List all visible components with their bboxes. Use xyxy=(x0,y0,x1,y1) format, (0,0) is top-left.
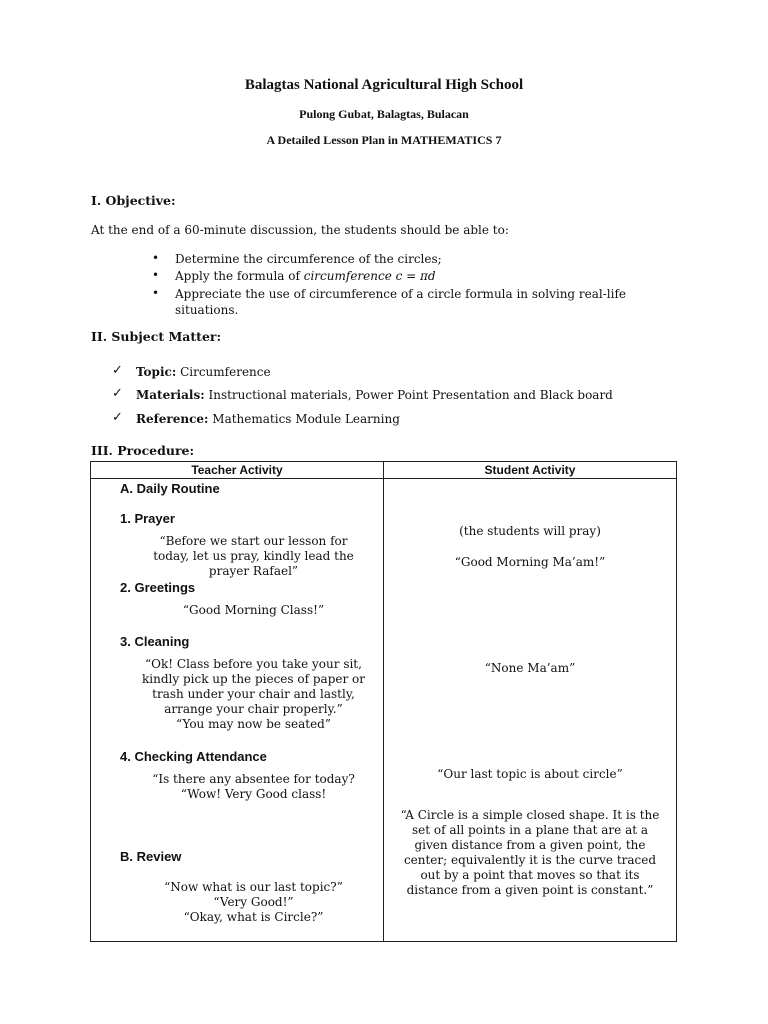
bullet-dot: • xyxy=(152,251,160,265)
text-line: prayer Rafael” xyxy=(208,564,299,578)
subject-item-reference xyxy=(136,411,400,427)
procedure-heading: III. Procedure: xyxy=(91,443,195,458)
objective-item: Appreciate the use of circumference of a circle formula in solving real-life xyxy=(175,287,627,301)
text-line: “Before we start our lesson for xyxy=(159,534,348,548)
header-divider xyxy=(91,478,676,479)
student-none-text: “None Ma’am” xyxy=(484,661,576,675)
objective-intro: At the end of a 60-minute discussion, the students should be able to: xyxy=(91,223,509,237)
step-prayer: 1. Prayer xyxy=(120,511,175,526)
step-daily-routine: A. Daily Routine xyxy=(120,481,220,496)
subject-item-label: Topic: xyxy=(136,365,177,379)
teacher-review-text xyxy=(121,880,386,925)
text-line: out by a point that moves so that its xyxy=(420,868,640,882)
text-line: “Good Morning Class!” xyxy=(182,603,325,617)
text-line: “Is there any absentee for today? xyxy=(152,772,355,786)
text-line: center; equivalently it is the curve traced xyxy=(403,853,657,867)
objective-item-text: Apply the formula of xyxy=(175,269,300,283)
teacher-cleaning-text xyxy=(121,657,386,732)
text-line: trash under your chair and lastly, xyxy=(152,687,355,701)
text-line: given distance from a given point, the xyxy=(414,838,646,852)
text-line: “Wow! Very Good class! xyxy=(180,787,327,801)
step-cleaning: 3. Cleaning xyxy=(120,634,190,649)
step-greetings: 2. Greetings xyxy=(120,580,196,595)
text-line: “You may now be seated” xyxy=(175,717,332,731)
school-name: Balagtas National Agricultural High School xyxy=(244,77,524,93)
teacher-prayer-text xyxy=(121,534,386,579)
student-good-morning-text: “Good Morning Ma’am!” xyxy=(454,555,606,569)
procedure-table xyxy=(90,461,677,942)
subject-item-label: Materials: xyxy=(136,388,205,402)
subject-item-value: Circumference xyxy=(180,365,271,379)
plan-title: A Detailed Lesson Plan in MATHEMATICS 7 xyxy=(266,133,502,147)
student-pray-text: (the students will pray) xyxy=(459,524,601,538)
bullet-dot: • xyxy=(152,268,160,282)
subject-item-materials xyxy=(136,387,613,403)
teacher-attendance-text xyxy=(121,772,386,802)
text-line: “Very Good!” xyxy=(213,895,294,909)
subject-item-label: Reference: xyxy=(136,412,209,426)
subject-item-value: Instructional materials, Power Point Presentation and Black board xyxy=(208,388,613,402)
text-line: today, let us pray, kindly lead the xyxy=(153,549,354,563)
checkmark-icon: ✓ xyxy=(112,386,123,401)
text-line: “Ok! Class before you take your sit, xyxy=(145,657,362,671)
student-circle-definition xyxy=(384,808,676,898)
text-line: “Okay, what is Circle?” xyxy=(183,910,324,924)
checkmark-icon: ✓ xyxy=(112,410,123,425)
subject-item-value: Mathematics Module Learning xyxy=(212,412,400,426)
text-line: arrange your chair properly.” xyxy=(164,702,343,716)
school-address: Pulong Gubat, Balagtas, Bulacan xyxy=(299,107,469,121)
step-checking-attendance: 4. Checking Attendance xyxy=(120,749,267,764)
text-line: kindly pick up the pieces of paper or xyxy=(142,672,365,686)
objective-item-continuation: situations. xyxy=(175,303,239,317)
text-line: set of all points in a plane that are at a xyxy=(411,823,649,837)
subject-matter-heading: II. Subject Matter: xyxy=(91,329,222,344)
objective-item xyxy=(175,268,436,284)
teacher-activity-header: Teacher Activity xyxy=(191,463,283,477)
objective-item: Determine the circumference of the circles; xyxy=(175,252,442,266)
formula-text: circumference c = πd xyxy=(303,269,436,283)
student-activity-header: Student Activity xyxy=(484,463,576,477)
objective-heading: I. Objective: xyxy=(91,193,176,208)
step-review: B. Review xyxy=(120,849,182,864)
subject-item-topic xyxy=(136,364,271,380)
teacher-greetings-text xyxy=(121,603,386,618)
text-line: “A Circle is a simple closed shape. It is the xyxy=(400,808,660,822)
checkmark-icon: ✓ xyxy=(112,363,123,378)
student-last-topic-text: “Our last topic is about circle” xyxy=(437,767,623,781)
text-line: “Now what is our last topic?” xyxy=(164,880,343,894)
text-line: distance from a given point is constant.” xyxy=(406,883,654,897)
bullet-dot: • xyxy=(152,286,160,300)
